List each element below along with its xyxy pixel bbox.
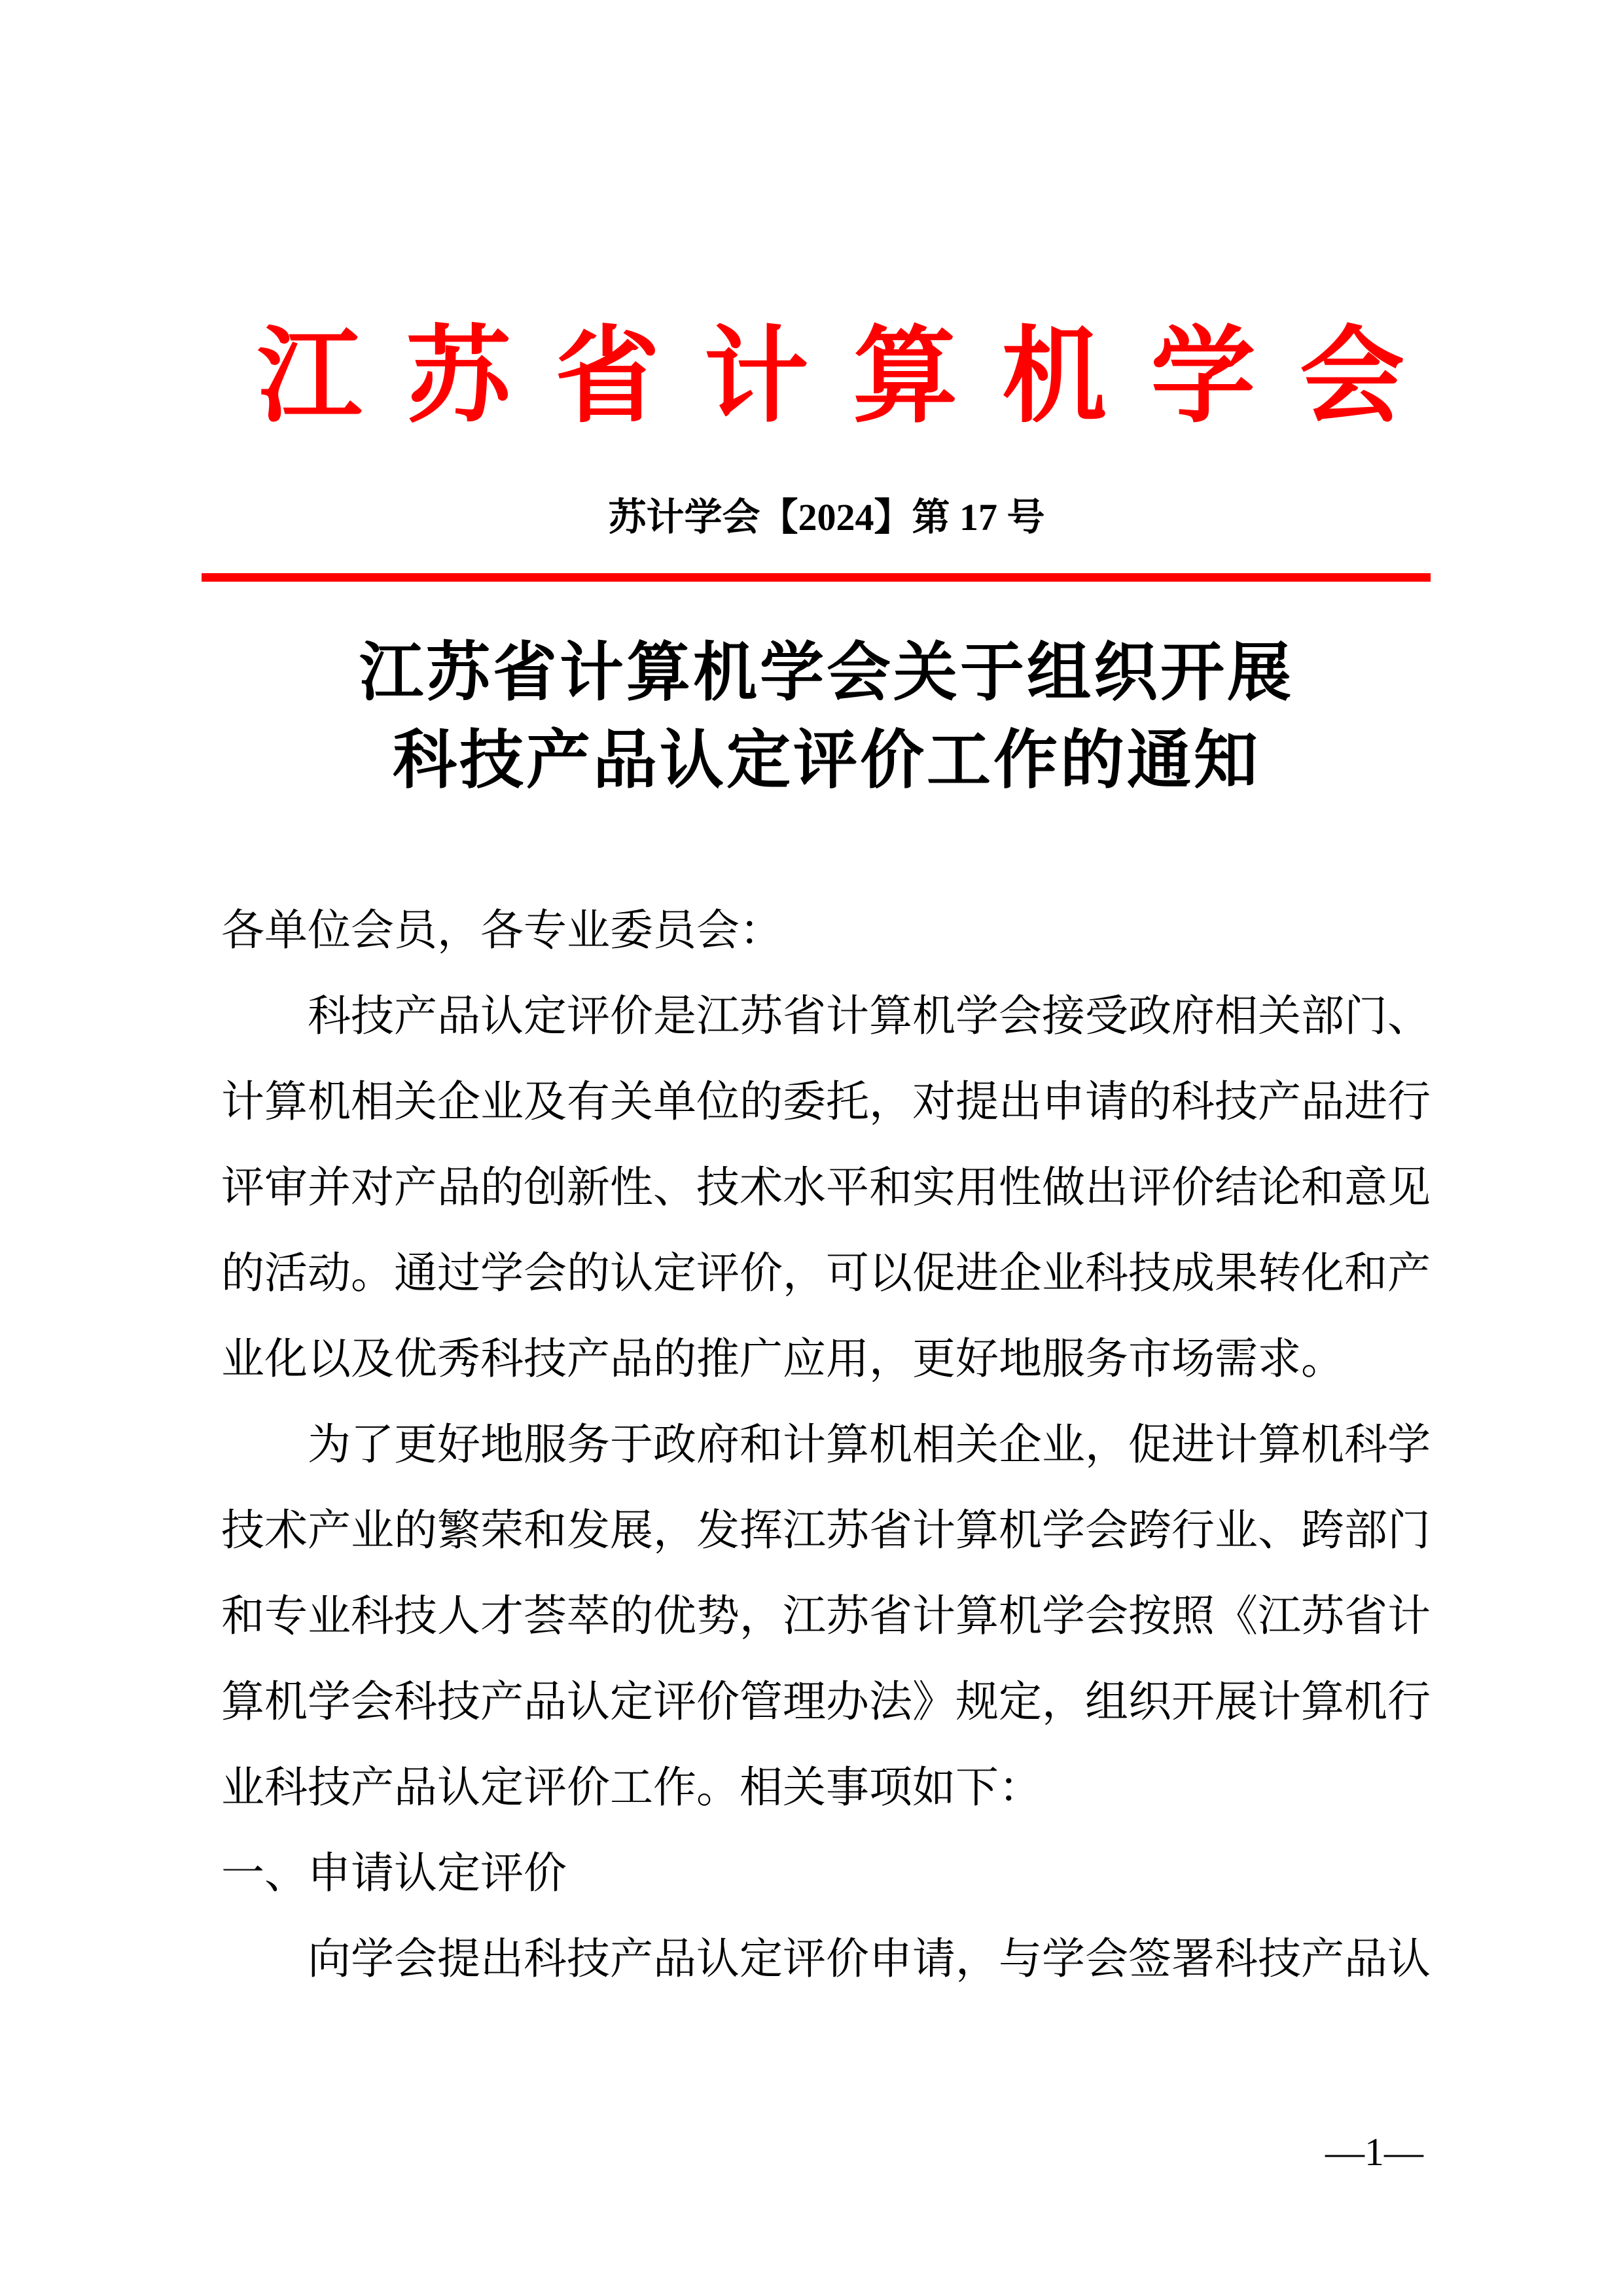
page-number: —1— [1325,2130,1423,2174]
body-line: 技术产业的繁荣和发展，发挥江苏省计算机学会跨行业、跨部门 [221,1507,1431,1555]
body-line: 业化以及优秀科技产品的推广应用，更好地服务市场需求。 [221,1335,1344,1383]
body-line: 为了更好地服务于政府和计算机相关企业，促进计算机科学 [308,1421,1431,1469]
body-line: 的活动。通过学会的认定评价，可以促进企业科技成果转化和产 [221,1250,1431,1298]
header-divider-line [202,573,1431,582]
body-line: 和专业科技人才荟萃的优势，江苏省计算机学会按照《江苏省计 [221,1593,1431,1640]
document-title-line2: 科技产品认定评价工作的通知 [392,726,1260,796]
body-line: 向学会提出科技产品认定评价申请，与学会签署科技产品认 [308,1935,1431,1983]
body-line: 算机学会科技产品认定评价管理办法》规定，组织开展计算机行 [221,1678,1431,1726]
org-name-letterhead: 江 苏 省 计 算 机 学 会 [257,319,1404,435]
body-line: 科技产品认定评价是江苏省计算机学会接受政府相关部门、 [308,993,1431,1040]
body-line-section-heading: 一、申请认定评价 [221,1850,567,1898]
body-line: 计算机相关企业及有关单位的委托，对提出申请的科技产品进行 [221,1078,1431,1126]
body-line-salutation: 各单位会员，各专业委员会： [221,907,783,955]
document-title-line1: 江苏省计算机学会关于组织开展 [359,638,1294,709]
document-title [221,629,1432,805]
body-line: 业科技产品认定评价工作。相关事项如下： [221,1764,1042,1812]
document-body [221,888,1433,2002]
document-number: 苏计学会【2024】第 17 号 [608,496,1045,539]
body-line: 评审并对产品的创新性、技术水平和实用性做出评价结论和意见 [221,1164,1431,1212]
